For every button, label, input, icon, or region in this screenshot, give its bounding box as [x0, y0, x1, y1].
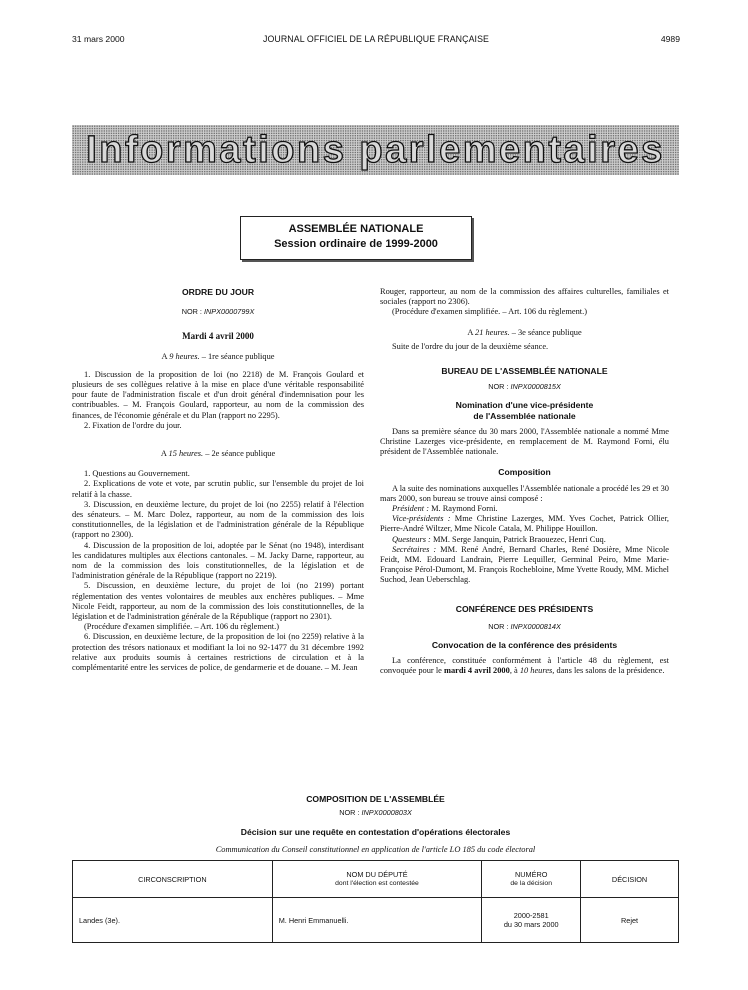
role-label: Président :	[392, 504, 429, 514]
nomination-title	[380, 400, 669, 420]
role-members: M. Raymond Forni.	[428, 504, 498, 514]
conference-text	[380, 656, 669, 676]
column-header-sublabel: de la décision	[510, 880, 552, 887]
role-label: Questeurs :	[392, 534, 431, 544]
session-time: 15 heures.	[168, 449, 204, 459]
header-page-number: 4989	[660, 34, 680, 44]
table-row	[73, 898, 679, 943]
composition-title: Composition	[498, 467, 551, 478]
agenda-item: 3. Discussion, en deuxième lecture, du projet de loi (no 2255) relatif à l'élection des sénateurs. – M. Marc Dolez, rapporteur, au nom de la commission des lois constitutionnelles, de la législation et de l'administration générale de la République (rapport no 2300).	[72, 499, 364, 540]
session-label: – 1re séance publique	[199, 351, 275, 361]
session-prefix: A	[467, 327, 475, 337]
cell-depute: M. Henri Emmanuelli.	[272, 898, 482, 943]
text-run: La conférence, constituée conformément à l'article 48 du règlement, est convoquée pour le	[380, 656, 669, 676]
bureau-vice-presidents	[380, 514, 669, 534]
conference-date: mardi 4 avril 2000	[443, 666, 510, 676]
procedure-note: (Procédure d'examen simplifiée. – Art. 106 du règlement.)	[84, 622, 280, 632]
agenda-item: 2. Fixation de l'ordre du jour.	[84, 420, 182, 430]
composition-intro: A la suite des nominations auxquelles l'Assemblée nationale a procédé les 29 et 30 mars 2000, son bureau se trouve ainsi composé :	[380, 483, 669, 503]
column-header	[73, 861, 273, 898]
session-name: Session ordinaire de 1999-2000	[274, 238, 438, 250]
nor-code: INPX0000814X	[510, 621, 561, 631]
session-label: – 3e séance publique	[509, 327, 582, 337]
conference-time: 10 heures,	[519, 666, 555, 676]
decision-title: Décision sur une requête en contestation d'opérations électorales	[240, 827, 511, 837]
bureau-president	[380, 504, 669, 514]
agenda-item: 4. Discussion de la proposition de loi, adoptée par le Sénat (no 1948), interdisant les candidatures multiples aux élections cantonales. – M. Jacky Darne, rapporteur, au nom de la commission des lois constitutionnelles, de la législation et de l'administration générale de la République (rapport no 2219).	[72, 540, 364, 581]
bureau-nor	[380, 382, 669, 392]
table-header-row	[73, 861, 679, 898]
bureau-questeurs	[380, 535, 669, 545]
agenda-item-continuation: Rouger, rapporteur, au nom de la commission des affaires culturelles, familiales et sociales (rapport no 2306).	[380, 287, 669, 307]
column-header	[272, 861, 482, 898]
banner-title: Informations parlementaires	[86, 128, 665, 171]
bureau-secretaires	[380, 545, 669, 586]
agenda-item: 2. Explications de vote et vote, par scrutin public, sur l'ensemble du projet de loi relatif à la chasse.	[72, 479, 364, 499]
text-run: , à	[509, 666, 520, 676]
column-header-label: DÉCISION	[611, 874, 648, 884]
cell-decision: Rejet	[581, 898, 679, 943]
composition-nor	[72, 808, 679, 817]
nomination-title-line: Nomination d'une vice-présidente	[455, 400, 594, 411]
nomination-text: Dans sa première séance du 30 mars 2000, l'Assemblée nationale a nommé Mme Christine Lazerges vice-présidente, en remplacement de M. Raymond Forni, élu président de l'Assemblée nationale.	[380, 426, 669, 457]
section-banner	[72, 125, 679, 175]
nomination-title-line: de l'Assemblée nationale	[473, 410, 576, 421]
agenda-item: 6. Discussion, en deuxième lecture, de la proposition de loi (no 2259) relative à la protection des trésors nationaux et modifiant la loi no 92-1477 du 31 décembre 1992 relative aux produits soumis à certaines restrictions de circulation et à la complémentarité entre les services de police, de gendarmerie et de douane. – M. Jean	[72, 632, 364, 673]
nor-code: INPX0000803X	[361, 808, 412, 817]
agenda-item: 1. Questions au Gouvernement.	[84, 469, 190, 479]
composition-heading: COMPOSITION DE L'ASSEMBLÉE	[306, 794, 445, 804]
sitting-date: Mardi 4 avril 2000	[182, 331, 254, 342]
conference-title: Convocation de la conférence des présidents	[431, 640, 618, 651]
left-column	[72, 287, 364, 673]
conference-heading: CONFÉRENCE DES PRÉSIDENTS	[455, 603, 594, 614]
column-header-label: NUMÉRO	[514, 870, 548, 879]
column-header	[482, 861, 581, 898]
cell-circonscription: Landes (3e).	[73, 898, 273, 943]
agenda-item: 5. Discussion, en deuxième lecture, du projet de loi (no 2199) portant réglementation des ventes volontaires de meubles aux enchères publiques. – Mme Nicole Feidt, rapporteur, au nom de la commission des lois constitutionnelles, de la législation et de l'administration générale de la République (rapport no 2301).	[72, 581, 364, 622]
column-header	[581, 861, 679, 898]
session-label: – 2e séance publique	[203, 449, 276, 459]
decision-number: 2000-2581	[513, 911, 549, 920]
ordre-nor	[72, 307, 364, 317]
nor-label: NOR :	[339, 808, 360, 817]
session-time: 9 heures.	[169, 351, 200, 361]
session-prefix: A	[160, 449, 169, 459]
nor-code: INPX0000815X	[510, 382, 561, 392]
composition-section	[72, 794, 679, 943]
text-run: dans les salons de la présidence.	[554, 666, 665, 676]
decision-date: du 30 mars 2000	[503, 920, 559, 929]
nor-code: INPX0000799X	[204, 307, 255, 317]
conference-nor	[380, 622, 669, 632]
session-time: 21 heures.	[475, 327, 510, 337]
agenda-item: Suite de l'ordre du jour de la deuxième séance.	[392, 341, 549, 351]
session-3-line	[380, 328, 669, 338]
agenda-item: 1. Discussion de la proposition de loi (no 2218) de M. François Goulard et plusieurs de ses collègues relative à la mise en place d'une véritable responsabilité pour faute de l'administration fiscale et d'un droit général d'indemnisation pour les contribuables. – M. François Goulard, rapporteur, au nom de la commission des finances, de l'économie générale et du Plan (rapport no 2295).	[72, 369, 364, 420]
session-2-line	[72, 449, 364, 459]
role-members: MM. René André, Bernard Charles, René Dosière, Mme Nicole Feidt, MM. Edouard Landrain, Pierre Lequiller, Germinal Peiro, Mme Marie-Françoise Pérol-Dumont, M. François Rochebloine, Mme Yvette Roudy, MM. Michel Suchod, Jean Ueberschlag.	[380, 544, 669, 585]
nor-label: NOR :	[488, 621, 509, 631]
session-1-line	[72, 352, 364, 362]
nor-label: NOR :	[488, 382, 509, 392]
decisions-table	[72, 860, 679, 943]
column-header-label: CIRCONSCRIPTION	[138, 874, 207, 884]
cell-numero	[482, 898, 581, 943]
column-header-label: NOM DU DÉPUTÉ	[346, 870, 408, 879]
role-members: MM. Serge Janquin, Patrick Braouezec, Henri Cuq.	[430, 534, 606, 544]
session-chamber: ASSEMBLÉE NATIONALE	[288, 223, 424, 235]
decision-subtitle: Communication du Conseil constitutionnel en application de l'article LO 185 du code électoral	[215, 845, 536, 854]
right-column	[380, 287, 669, 677]
role-label: Vice-présidents :	[392, 514, 451, 524]
running-header	[72, 34, 680, 50]
session-prefix: A	[161, 351, 170, 361]
procedure-note: (Procédure d'examen simplifiée. – Art. 106 du règlement.)	[392, 307, 588, 317]
ordre-du-jour-heading: ORDRE DU JOUR	[181, 287, 255, 297]
header-date: 31 mars 2000	[72, 34, 125, 44]
session-box	[240, 216, 472, 260]
bureau-heading: BUREAU DE L'ASSEMBLÉE NATIONALE	[441, 366, 608, 377]
nor-label: NOR :	[181, 307, 202, 317]
column-header-sublabel: dont l'élection est contestée	[335, 880, 419, 887]
role-label: Secrétaires :	[392, 544, 437, 554]
role-members: Mme Christine Lazerges, MM. Yves Cochet, Patrick Ollier, Pierre-André Wiltzer, Mme Nicole Catala, M. Philippe Houillon.	[380, 514, 669, 534]
header-journal-title: JOURNAL OFFICIEL DE LA RÉPUBLIQUE FRANÇAISE	[262, 34, 490, 44]
